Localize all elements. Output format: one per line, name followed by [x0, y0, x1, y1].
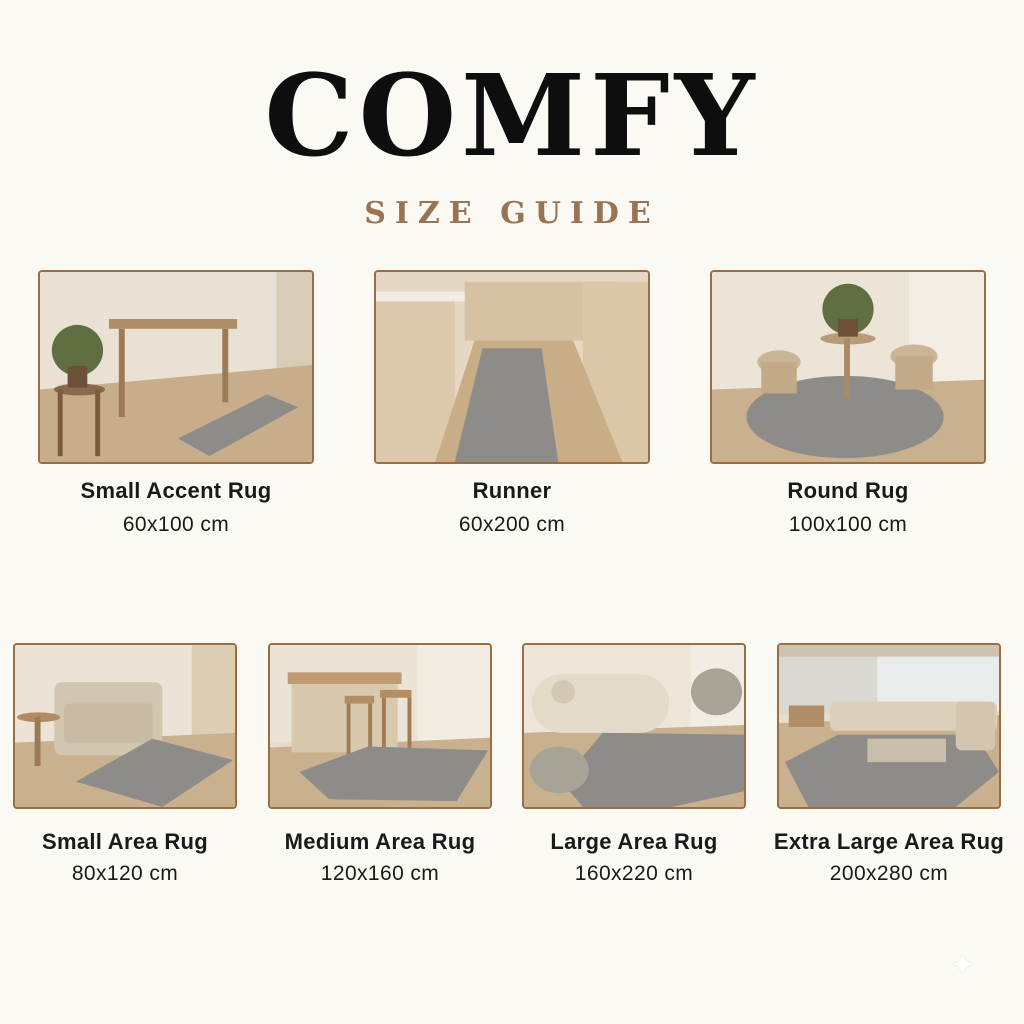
- rug-size: 200x280 cm: [829, 862, 949, 885]
- rug-name: Round Rug: [787, 478, 909, 503]
- runner-rug-photo: [374, 270, 650, 464]
- extra-large-area-rug-photo: [777, 643, 1001, 809]
- rug-name: Large Area Rug: [550, 829, 718, 854]
- rug-name: Medium Area Rug: [284, 829, 476, 854]
- size-guide-subtitle: SIZE GUIDE: [364, 196, 660, 231]
- small-area-rug-photo: [13, 643, 237, 809]
- large-area-rug-photo: [522, 643, 746, 809]
- brand-title: COMFY: [264, 51, 760, 182]
- rug-size: 120x160 cm: [320, 862, 440, 885]
- rug-size: 60x200 cm: [458, 513, 566, 536]
- rug-name: Small Accent Rug: [80, 478, 272, 503]
- small-accent-rug-photo: [38, 270, 314, 464]
- sparkle-icon: ✦: [950, 949, 976, 982]
- medium-area-rug-photo: [268, 643, 492, 809]
- rug-size: 80x120 cm: [71, 862, 179, 885]
- rug-name: Extra Large Area Rug: [773, 829, 1005, 854]
- rug-name: Small Area Rug: [42, 829, 208, 854]
- rug-size: 60x100 cm: [122, 513, 230, 536]
- rug-size: 160x220 cm: [574, 862, 694, 885]
- round-rug-photo: [710, 270, 986, 464]
- rug-name: Runner: [472, 478, 552, 503]
- rug-size: 100x100 cm: [788, 513, 908, 536]
